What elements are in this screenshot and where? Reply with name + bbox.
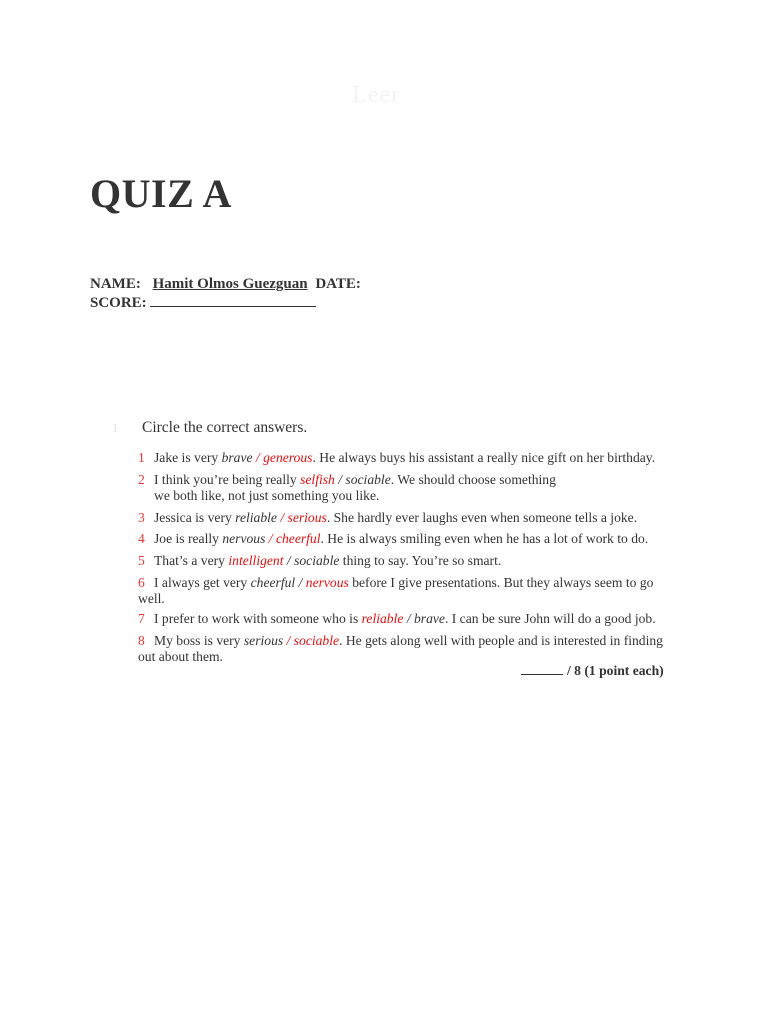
question-text: My boss is very — [154, 633, 244, 648]
question-text: I always get very — [154, 575, 251, 590]
question-text: Jessica is very — [154, 510, 236, 525]
name-value: Hamit Olmos Guezguan — [152, 276, 308, 292]
question-4 — [138, 531, 683, 547]
question-3 — [138, 510, 683, 526]
question-text-end: . He is always smiling even when he has a lot of work to do. — [320, 531, 649, 546]
option-separator: / — [283, 553, 295, 568]
question-number: 7 — [138, 611, 145, 626]
score-total — [521, 663, 664, 679]
question-text: Jake is very — [154, 450, 222, 465]
question-1 — [138, 450, 683, 466]
section-number: 1 — [112, 420, 119, 435]
option-1-selected[interactable]: selfish — [300, 472, 335, 487]
option-2-selected[interactable]: cheerful — [275, 531, 321, 546]
question-number: 6 — [138, 575, 145, 590]
name-date-row — [90, 276, 361, 293]
question-7 — [138, 611, 683, 627]
option-1[interactable]: brave — [221, 450, 253, 465]
page-title: QUIZ A — [90, 171, 232, 216]
option-1-selected[interactable]: reliable — [361, 611, 404, 626]
question-8 — [138, 633, 683, 665]
question-2 — [138, 472, 683, 504]
date-label: DATE: — [315, 276, 361, 292]
score-total-blank — [521, 663, 563, 675]
score-label: SCORE: — [90, 295, 147, 311]
option-separator: / — [283, 633, 294, 648]
option-1[interactable]: nervous — [222, 531, 266, 546]
option-separator: / — [334, 472, 346, 487]
option-2-selected[interactable]: sociable — [293, 633, 340, 648]
question-number: 4 — [138, 531, 145, 546]
question-text: That’s a very — [154, 553, 229, 568]
question-text-end: before I give presentations. But they always seem to go — [348, 575, 654, 590]
option-1[interactable]: serious — [243, 633, 284, 648]
option-1[interactable]: cheerful — [250, 575, 296, 590]
score-blank — [150, 293, 316, 307]
question-text-end: . He gets along well with people and is interested in finding — [339, 633, 663, 648]
question-number: 8 — [138, 633, 145, 648]
option-1[interactable]: reliable — [235, 510, 277, 525]
question-number: 2 — [138, 472, 145, 487]
option-2-selected[interactable]: generous — [263, 450, 313, 465]
question-text-continued: well. — [138, 591, 165, 606]
option-2[interactable]: sociable — [294, 553, 340, 568]
option-2-selected[interactable]: serious — [287, 510, 327, 525]
option-2[interactable]: brave — [414, 611, 445, 626]
option-separator: / — [265, 531, 276, 546]
question-text-end: . He always buys his assistant a really nice gift on her birthday. — [312, 450, 656, 465]
question-number: 5 — [138, 553, 145, 568]
score-row — [90, 293, 316, 312]
question-text: I think you’re being really — [154, 472, 301, 487]
question-text-end: . We should choose something — [390, 472, 556, 487]
question-text: Joe is really — [154, 531, 223, 546]
question-text-continued: out about them. — [138, 649, 223, 664]
name-label: NAME: — [90, 276, 141, 292]
question-text-continued: we both like, not just something you like. — [154, 488, 380, 503]
score-total-text: / 8 (1 point each) — [567, 663, 664, 678]
instruction: Circle the correct answers. — [142, 419, 308, 436]
question-text-end: . She hardly ever laughs even when someone tells a joke. — [326, 510, 638, 525]
question-number: 1 — [138, 450, 145, 465]
option-separator: / — [276, 510, 288, 525]
question-text: I prefer to work with someone who is — [154, 611, 362, 626]
option-1-selected[interactable]: intelligent — [228, 553, 284, 568]
question-text-end: . I can be sure John will do a good job. — [444, 611, 656, 626]
option-separator: / — [252, 450, 264, 465]
option-2-selected[interactable]: nervous — [305, 575, 349, 590]
question-text-end: thing to say. You’re so smart. — [339, 553, 502, 568]
question-number: 3 — [138, 510, 145, 525]
option-separator: / — [403, 611, 414, 626]
option-separator: / — [295, 575, 306, 590]
watermark: Leer — [352, 82, 400, 108]
option-2[interactable]: sociable — [345, 472, 391, 487]
question-6 — [138, 575, 683, 607]
question-5 — [138, 553, 683, 569]
